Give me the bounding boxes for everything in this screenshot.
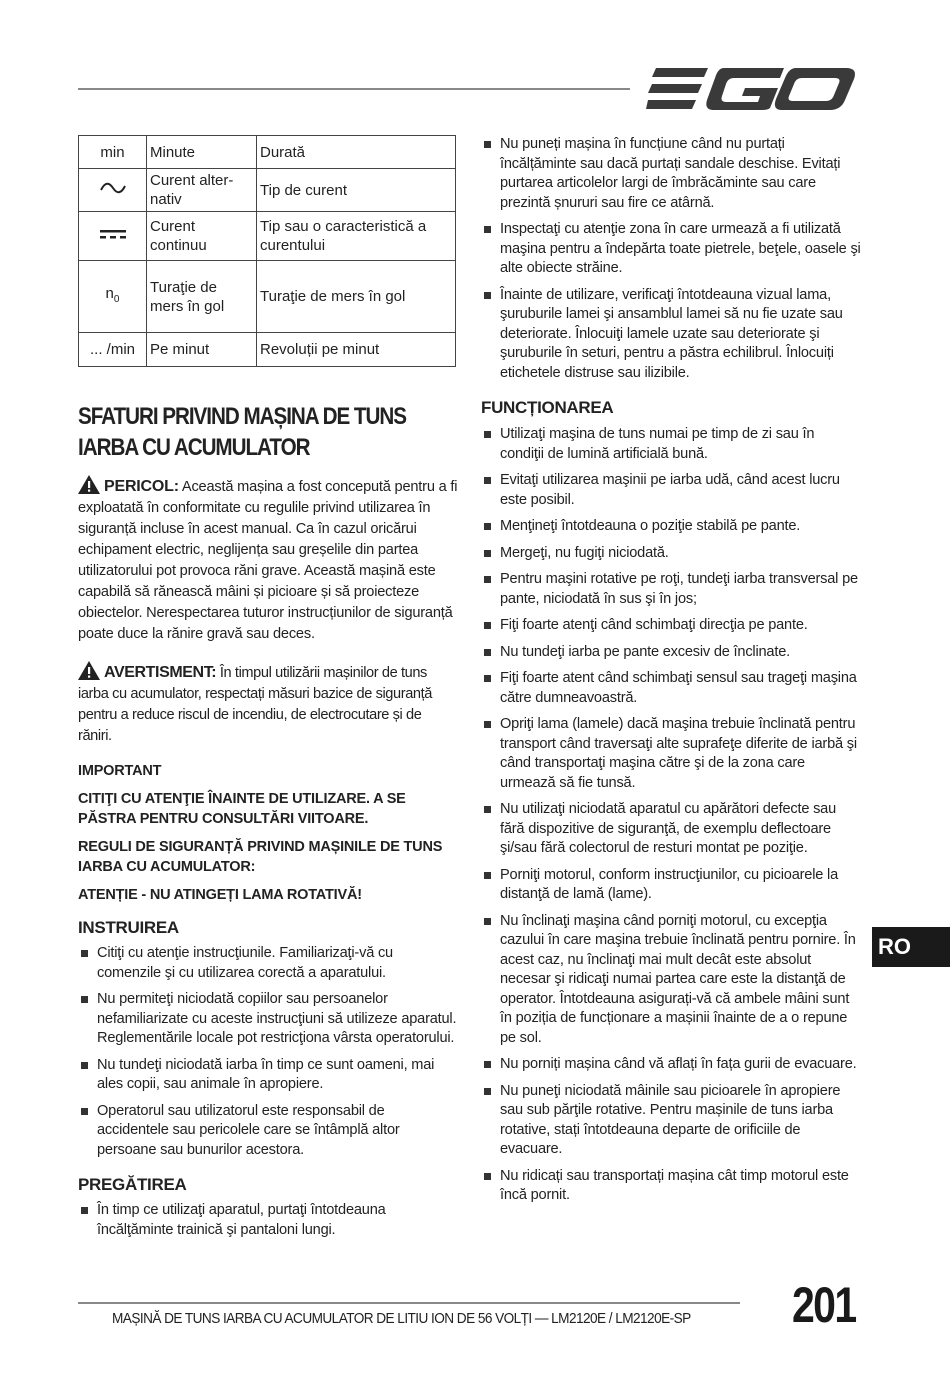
list-item: Utilizaţi maşina de tuns numai pe timp de zi sau în condiţii de lumină artificială bună. <box>481 425 861 464</box>
name-cell: Curent alter-nativ <box>147 169 257 212</box>
danger-text: Această mașina a fost concepută pentru a fi exploatată în conformitate cu regulile privind utilizarea în siguranță incluse în acest manual. Ca în cazul oricărui echipament electric, neglijența sau greșelile din partea utilizatorului pot provoca răni grave. Această mașină este capabilă să rănească mâini și picioare și să proiecteze obiectelor. Nerespectarea tuturor instrucțiunilor de siguranță poate duce la rănire gravă sau deces. <box>78 479 458 642</box>
desc-cell: Durată <box>257 136 456 169</box>
warning-label: AVERTISMENT: <box>104 664 217 681</box>
symbol-n: n <box>105 285 114 302</box>
symbol-sub: 0 <box>113 294 120 305</box>
training-heading: INSTRUIREA <box>78 918 179 937</box>
operation-list <box>481 425 861 1206</box>
name-cell: Turaţie de mers în gol <box>147 261 257 333</box>
table-row <box>79 261 456 333</box>
left-column <box>78 135 458 1247</box>
list-item: Nu puneți mașina în funcțiune când nu purtați încălțăminte sau dacă purtați sandale deschise. Evitați purtarea articolelor largi de îmbrăcăminte sau care prezintă șnururi sau fire ce atârnă. <box>481 135 861 213</box>
footer-rule <box>78 1302 740 1304</box>
language-tab: RO <box>872 927 950 967</box>
list-item: Fiţi foarte atenţi când schimbaţi direcţia pe pante. <box>481 616 861 636</box>
footer-text: MAȘINĂ DE TUNS IARBA CU ACUMULATOR DE LITIU ION DE 56 VOLȚI — LM2120E / LM2120E-SP <box>112 1311 691 1327</box>
list-item: Nu permiteţi niciodată copiilor sau persoanelor nefamiliarizate cu aceste instrucţiuni să utilizeze aparatul. Reglementările locale pot restricţiona vârsta operatorului. <box>78 990 458 1049</box>
important-heading: IMPORTANT <box>78 763 162 779</box>
list-item: Evitaţi utilizarea maşinii pe iarba udă, când acest lucru este posibil. <box>481 471 861 510</box>
list-item: Porniţi motorul, conform instrucţiunilor, cu picioarele la distanţă de lamă (lame). <box>481 866 861 905</box>
symbol-cell: min <box>79 136 147 169</box>
list-item: Inspectaţi cu atenţie zona în care urmează a fi utilizată maşina pentru a îndepărta toate pietrele, beţele, oasele şi alte obiecte străine. <box>481 220 861 279</box>
caution-notice: ATENȚIE - NU ATINGEȚI LAMA ROTATIVĂ! <box>78 887 362 903</box>
list-item: Mergeţi, nu fugiţi niciodată. <box>481 544 861 564</box>
list-item: Opriţi lama (lamele) dacă maşina trebuie înclinată pentru transport când traversaţi alte suprafeţe diferite de iarbă şi când transportaţi maşina către şi de la zona care urmează să fie tunsă. <box>481 715 861 793</box>
warning-triangle-icon <box>78 661 100 680</box>
page-number: 201 <box>792 1277 856 1333</box>
ego-logo <box>646 64 858 114</box>
desc-cell: Revoluții pe minut <box>257 333 456 367</box>
danger-paragraph <box>78 475 458 645</box>
list-item: Citiţi cu atenţie instrucţiunile. Familiarizaţi-vă cu comenzile şi cu utilizarea corectă a aparatului. <box>78 944 458 983</box>
preparation-heading: PREGĂTIREA <box>78 1175 187 1194</box>
list-item: Nu înclinaţi maşina când porniţi motorul, cu excepţia cazului în care maşina trebuie înclinată pentru pornire. În acest caz, nu înclinaţi mai mult decât este absolut necesar şi ridicaţi numai partea care este la distanţă de operator. Întotdeauna asigurați-vă că ambele mâini sunt în poziția de funcționare a mașinii înainte de a o repune pe sol. <box>481 912 861 1049</box>
warning-paragraph <box>78 661 458 747</box>
list-item: Nu puneţi niciodată mâinile sau picioarele în apropiere sau sub părţile rotative. Pentru mașinile de tuns iarba rotative, stați întotdeauna departe de orificiile de evacuare. <box>481 1082 861 1160</box>
warning-text: În timpul utilizării mașinilor de tuns iarba cu acumulator, respectați măsuri bazice de siguranță pentru a reduce riscul de incendiu, de electrocutare și de răniri. <box>78 665 432 744</box>
table-row <box>79 333 456 367</box>
list-item: Nu porniți mașina când vă aflați în fața gurii de evacuare. <box>481 1055 861 1075</box>
read-carefully-notice: CITIŢI CU ATENŢIE ÎNAINTE DE UTILIZARE. A SE PĂSTRA PENTRU CONSULTĂRI VIITOARE. <box>78 791 406 827</box>
training-list <box>78 944 458 1160</box>
symbol-cell: ... /min <box>79 333 147 367</box>
operation-heading: FUNCȚIONAREA <box>481 398 614 417</box>
right-column <box>481 135 861 1213</box>
name-cell: Pe minut <box>147 333 257 367</box>
symbol-cell <box>79 212 147 261</box>
list-item: În timp ce utilizaţi aparatul, purtaţi întotdeauna încălţăminte trainică şi pantaloni lungi. <box>78 1201 458 1240</box>
header-rule <box>78 88 630 90</box>
desc-cell: Turaţie de mers în gol <box>257 261 456 333</box>
table-row <box>79 136 456 169</box>
desc-cell: Tip sau o caracteristică a curentului <box>257 212 456 261</box>
list-item: Pentru maşini rotative pe roţi, tundeţi iarba transversal pe pante, niciodată în sus şi în jos; <box>481 570 861 609</box>
table-row <box>79 212 456 261</box>
list-item: Menţineţi întotdeauna o poziţie stabilă pe pante. <box>481 517 861 537</box>
desc-cell: Tip de curent <box>257 169 456 212</box>
section-title: SFATURI PRIVIND MAȘINA DE TUNS IARBA CU ACUMULATOR <box>78 403 406 461</box>
preparation-list <box>78 1201 458 1240</box>
alternating-current-icon <box>99 181 127 195</box>
name-cell: Curent continuu <box>147 212 257 261</box>
danger-label: PERICOL: <box>104 478 179 495</box>
list-item: Operatorul sau utilizatorul este responsabil de accidentele sau pericolele care se întâmplă altor persoane sau bunurilor acestora. <box>78 1102 458 1161</box>
symbol-cell <box>79 169 147 212</box>
preparation-list-continued <box>481 135 861 383</box>
symbol-cell <box>79 261 147 333</box>
direct-current-icon <box>99 227 127 241</box>
warning-triangle-icon <box>78 475 100 494</box>
list-item: Nu tundeţi niciodată iarba în timp ce sunt oameni, mai ales copii, sau animale în apropiere. <box>78 1056 458 1095</box>
list-item: Nu tundeţi iarba pe pante excesiv de înclinate. <box>481 643 861 663</box>
name-cell: Minute <box>147 136 257 169</box>
rules-heading: REGULI DE SIGURANȚĂ PRIVIND MAȘINILE DE TUNS IARBA CU ACUMULATOR: <box>78 839 443 875</box>
list-item: Nu ridicați sau transportați mașina cât timp motorul este încă pornit. <box>481 1167 861 1206</box>
table-row <box>79 169 456 212</box>
list-item: Nu utilizaţi niciodată aparatul cu apărători defecte sau fără dispozitive de siguranţă, de exemplu deflectoare şi/sau fără colectorul de resturi montat pe poziţie. <box>481 800 861 859</box>
list-item: Înainte de utilizare, verificaţi întotdeauna vizual lama, şuruburile lamei şi ansamblul lamei să nu fie uzate sau deteriorate. Înlocuiţi lamele uzate sau deteriorate şi şuruburile în seturi, pentru a păstra echilibrul. Înlocuiți etichetele distruse sau ilizibile. <box>481 286 861 384</box>
list-item: Fiţi foarte atent când schimbaţi sensul sau trageţi maşina către dumneavoastră. <box>481 669 861 708</box>
symbol-table <box>78 135 456 367</box>
